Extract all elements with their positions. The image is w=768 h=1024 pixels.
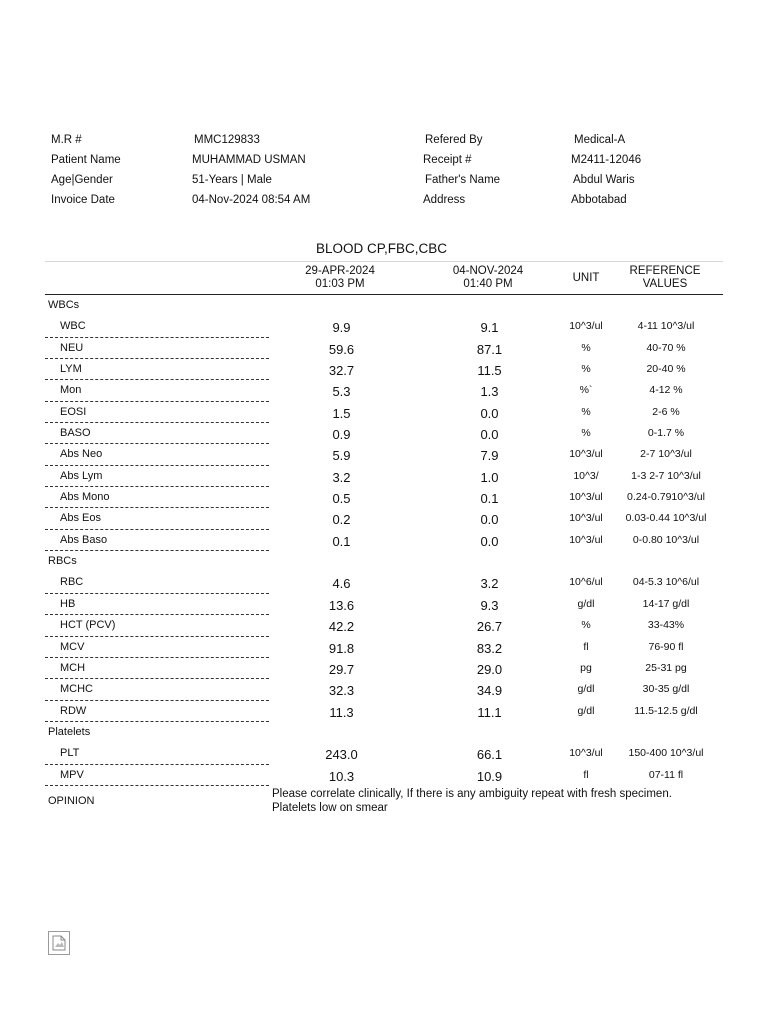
info-row-name	[51, 154, 691, 174]
result-value-1: 1.5	[332, 405, 351, 421]
table-row	[45, 637, 723, 658]
result-value-1: 5.9	[332, 448, 351, 464]
result-value-1: 0.5	[332, 491, 351, 507]
mr-value: MMC129833	[194, 134, 260, 146]
column-header-date-2	[428, 265, 548, 291]
refered-by-label: Refered By	[425, 134, 483, 146]
result-value-2: 0.0	[480, 427, 499, 443]
result-value-2: 9.1	[480, 320, 499, 336]
table-row	[45, 572, 723, 593]
unit-value: %`	[579, 384, 593, 397]
section-name: WBCs	[48, 299, 80, 311]
result-value-2: 26.7	[476, 619, 503, 635]
result-value-1: 3.2	[332, 469, 351, 485]
reference-header-line-2: VALUES	[642, 278, 688, 290]
table-row	[45, 487, 723, 508]
column-header-date-1	[280, 265, 400, 291]
result-value-1: 5.3	[332, 384, 351, 400]
result-value-2: 11.1	[477, 704, 502, 720]
result-value-1: 42.2	[328, 619, 355, 635]
test-name: HCT (PCV)	[60, 619, 116, 632]
info-row-invoice	[51, 194, 691, 214]
table-row	[45, 444, 723, 465]
unit-value: %	[581, 363, 591, 376]
info-row-age	[51, 174, 691, 194]
test-name: MCV	[60, 640, 85, 653]
reference-value: 4-12 %	[649, 384, 683, 397]
reference-value: 4-11 10^3/ul	[637, 320, 695, 333]
unit-value: 10^3/ul	[569, 320, 603, 333]
result-value-1: 29.7	[328, 661, 355, 677]
result-value-2: 11.5	[477, 363, 502, 379]
result-value-2: 0.0	[480, 512, 499, 528]
test-name: Abs Baso	[60, 533, 108, 546]
reference-value: 0-0.80 10^3/ul	[632, 533, 700, 546]
table-row	[45, 359, 723, 380]
table-row	[45, 615, 723, 636]
unit-value: 10^3/	[573, 469, 599, 482]
invoice-date-value: 04-Nov-2024 08:54 AM	[192, 194, 311, 206]
result-value-2: 1.0	[480, 469, 499, 485]
reference-value: 04-5.3 10^6/ul	[632, 576, 700, 589]
unit-value: %	[581, 619, 591, 632]
unit-value: 10^3/ul	[569, 747, 603, 760]
father-name-label: Father's Name	[425, 174, 501, 186]
date-2: 04-NOV-2024	[452, 265, 524, 277]
test-name: RDW	[60, 704, 87, 717]
unit-value: g/dl	[577, 597, 595, 610]
result-value-2: 34.9	[476, 683, 503, 699]
section-name: RBCs	[48, 555, 77, 568]
document-image-icon-glyph	[52, 935, 66, 951]
opinion-label: OPINION	[48, 795, 95, 807]
unit-value: %	[581, 427, 591, 440]
test-name: MPV	[60, 768, 84, 781]
result-value-1: 9.9	[332, 320, 351, 336]
test-name: EOSI	[60, 405, 87, 418]
opinion-line-1: Please correlate clinically, If there is any ambiguity repeat with fresh specimen.	[272, 788, 672, 800]
reference-value: 150-400 10^3/ul	[628, 747, 704, 760]
patient-name-value: MUHAMMAD USMAN	[192, 154, 306, 166]
receipt-label: Receipt #	[423, 154, 472, 166]
table-row	[45, 423, 723, 444]
table-row	[45, 316, 723, 337]
result-value-2: 1.3	[480, 384, 499, 400]
mr-label: M.R #	[51, 134, 82, 146]
reference-value: 2-7 10^3/ul	[640, 448, 692, 461]
test-name: MCH	[60, 661, 86, 674]
age-gender-value: 51-Years | Male	[192, 174, 272, 186]
table-row	[45, 679, 723, 700]
test-name: Abs Lym	[60, 469, 103, 482]
reference-value: 40-70 %	[646, 341, 686, 354]
patient-info	[51, 134, 691, 214]
result-value-1: 32.3	[328, 683, 355, 699]
reference-value: 0.03-0.44 10^3/ul	[625, 512, 707, 525]
test-name: NEU	[60, 341, 84, 354]
section-name: Platelets	[48, 725, 91, 738]
time-1: 01:03 PM	[315, 278, 365, 290]
reference-value: 25-31 pg	[645, 661, 687, 674]
table-row	[45, 380, 723, 401]
table-row	[45, 743, 723, 764]
report-title: BLOOD CP,FBC,CBC	[315, 241, 448, 256]
unit-value: fl	[583, 640, 589, 653]
test-name: Mon	[60, 384, 82, 397]
result-value-1: 0.2	[332, 512, 351, 528]
test-name: WBC	[60, 320, 86, 333]
reference-value: 76-90 fl	[648, 640, 684, 653]
address-value: Abbotabad	[571, 194, 627, 206]
result-value-2: 0.0	[480, 533, 499, 549]
opinion-text	[272, 787, 732, 815]
patient-name-label: Patient Name	[51, 154, 121, 166]
unit-value: fl	[583, 768, 589, 781]
reference-value: 11.5-12.5 g/dl	[634, 704, 698, 717]
time-2: 01:40 PM	[463, 278, 513, 290]
title-divider	[45, 261, 723, 262]
unit-value: g/dl	[577, 683, 595, 696]
result-value-2: 0.1	[480, 491, 499, 507]
result-value-1: 0.1	[332, 533, 351, 549]
document-image-icon[interactable]	[48, 931, 70, 955]
table-row	[45, 466, 723, 487]
age-gender-label: Age|Gender	[51, 174, 113, 186]
table-row	[45, 594, 723, 615]
father-name-value: Abdul Waris	[573, 174, 635, 186]
test-name: Abs Neo	[60, 448, 103, 461]
test-name: RBC	[60, 576, 84, 589]
test-name: HB	[60, 597, 76, 610]
result-value-2: 7.9	[480, 448, 499, 464]
reference-value: 20-40 %	[646, 363, 686, 376]
reference-value: 2-6 %	[652, 405, 680, 418]
unit-value: %	[581, 405, 591, 418]
column-header-unit	[556, 272, 616, 285]
result-value-2: 87.1	[476, 341, 503, 357]
opinion-line-2: Platelets low on smear	[272, 802, 388, 814]
table-row	[45, 338, 723, 359]
address-label: Address	[423, 194, 466, 206]
unit-value: 10^3/ul	[569, 448, 603, 461]
invoice-date-label: Invoice Date	[51, 194, 115, 206]
table-row	[45, 530, 723, 551]
result-value-2: 3.2	[480, 576, 499, 592]
test-name: BASO	[60, 427, 91, 440]
column-header-reference	[615, 265, 715, 291]
result-value-2: 66.1	[476, 747, 503, 763]
unit-value: 10^6/ul	[569, 576, 603, 589]
unit-value: %	[581, 341, 591, 354]
result-value-2: 9.3	[480, 597, 499, 613]
table-row	[45, 658, 723, 679]
info-row-mr	[51, 134, 691, 154]
result-value-1: 32.7	[328, 363, 355, 379]
reference-value: 1-3 2-7 10^3/ul	[631, 469, 701, 482]
reference-value: 0.24-0.7910^3/ul	[627, 491, 705, 504]
result-value-1: 4.6	[332, 576, 351, 592]
unit-value: 10^3/ul	[569, 491, 603, 504]
section-row	[45, 295, 723, 316]
section-row	[45, 551, 723, 572]
unit-header: UNIT	[572, 272, 600, 284]
result-value-1: 91.8	[328, 640, 355, 656]
results-table	[45, 295, 723, 786]
result-value-2: 29.0	[476, 661, 503, 677]
table-row	[45, 765, 723, 786]
result-value-1: 0.9	[332, 427, 351, 443]
unit-value: 10^3/ul	[569, 533, 603, 546]
result-value-2: 10.9	[476, 768, 503, 784]
table-row	[45, 701, 723, 722]
reference-header-line-1: REFERENCE	[629, 265, 701, 277]
receipt-value: M2411-12046	[571, 154, 642, 166]
result-value-1: 243.0	[325, 747, 358, 763]
test-name: LYM	[60, 363, 82, 376]
result-value-1: 11.3	[329, 704, 354, 720]
table-row	[45, 508, 723, 529]
reference-value: 14-17 g/dl	[642, 597, 690, 610]
reference-value: 30-35 g/dl	[642, 683, 690, 696]
test-name: Abs Eos	[60, 512, 101, 525]
reference-value: 33-43%	[647, 619, 685, 632]
refered-by-value: Medical-A	[574, 134, 626, 146]
result-value-1: 10.3	[328, 768, 355, 784]
result-value-1: 59.6	[328, 341, 355, 357]
unit-value: 10^3/ul	[569, 512, 603, 525]
date-1: 29-APR-2024	[305, 265, 375, 277]
section-row	[45, 722, 723, 743]
unit-value: g/dl	[577, 704, 595, 717]
test-name: Abs Mono	[60, 491, 110, 504]
result-value-2: 83.2	[476, 640, 503, 656]
result-value-2: 0.0	[480, 405, 499, 421]
reference-value: 0-1.7 %	[647, 427, 685, 440]
result-value-1: 13.6	[328, 597, 355, 613]
unit-value: pg	[580, 661, 592, 674]
table-row	[45, 402, 723, 423]
reference-value: 07-11 fl	[648, 768, 684, 781]
test-name: PLT	[60, 747, 80, 760]
test-name: MCHC	[60, 683, 93, 696]
